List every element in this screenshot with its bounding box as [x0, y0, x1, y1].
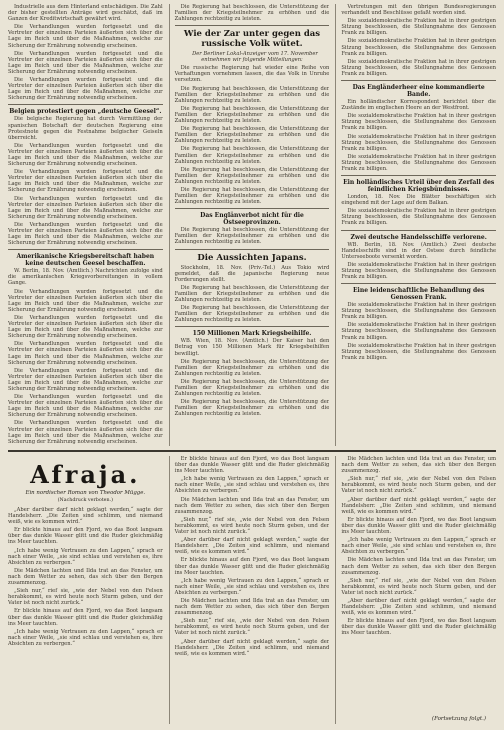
- divider: [341, 283, 496, 284]
- article-text: Die Verhandlungen wurden fortgesetzt und die Vertreter der einzelnen Parteien äußerten sich über die Lage im Reich und über die Maßnahmen, welche zur Sicherung der Ernährung notwendig erscheinen.: [8, 341, 163, 366]
- serial-text: „Ich habe wenig Vertrauen zu den Lappen,“ sprach er nach einer Weile, „sie sind schlau und verstehen es, ihre Absichten zu verbergen.“: [174, 476, 330, 495]
- headline-englaenderheer: Das Engländerheer eine kommandierte Bande.: [352, 84, 485, 99]
- article-text: Die sozialdemokratische Fraktion hat in ihrer gestrigen Sitzung beschlossen, die Stellungnahme des Genossen Frank zu billigen.: [341, 18, 497, 37]
- news-section: [8, 4, 496, 446]
- serial-text: „Sieh nur,“ rief sie, „wie der Nebel von den Felsen herabkommt, es wird heute noch Sturm geben, und der Vater ist noch nicht zurück.“: [341, 577, 497, 596]
- article-text: Die sozialdemokratische Fraktion hat in ihrer gestrigen Sitzung beschlossen, die Stellungnahme des Genossen Frank zu billigen.: [341, 133, 497, 152]
- serial-text: „Sieh nur,“ rief sie, „wie der Nebel von den Felsen herabkommt, es wird heute noch Sturm geben, und der Vater ist noch nicht zurück.“: [341, 476, 497, 495]
- article-text: WB. Wien, 18. Nov. (Amtlich.) Der Kaiser hat den Betrag von 150 Millionen Mark für Kriegsbeihilfen bewilligt.: [174, 338, 330, 357]
- article-text: Die Verhandlungen wurden fortgesetzt und die Vertreter der einzelnen Parteien äußerten sich über die Lage im Reich und über die Maßnahmen, welche zur Sicherung der Ernährung notwendig erscheinen.: [8, 394, 163, 419]
- article-text: Die Regierung hat beschlossen, die Unterstützung der Familien der Kriegsteilnehmer zu erhöhen und die Zahlungen rechtzeitig zu leisten.: [174, 105, 330, 125]
- serial-text: „Aber darüber darf nicht geklagt werden,“ sagte der Handelsherr. „Die Zeiten sind schlimm, und niemand weiß, wie es kommen wird.“: [8, 507, 163, 526]
- article-text: Die sozialdemokratische Fraktion hat in ihrer gestrigen Sitzung beschlossen, die Stellungnahme des Genossen Frank zu billigen.: [341, 302, 497, 321]
- article-text: Die Regierung hat beschlossen, die Unterstützung der Familien der Kriegsteilnehmer zu erhöhen und die Zahlungen rechtzeitig zu leisten.: [174, 399, 330, 418]
- article-text: Die belgische Regierung hat durch Vermittlung der spanischen Botschaft der deutschen Regierung eine Protestnote gegen die Festnahme belgischer Geiseln überreicht.: [8, 116, 163, 141]
- article-text: Die Verhandlungen wurden fortgesetzt und die Vertreter der einzelnen Parteien äußerten sich über die Lage im Reich und über die Maßnahmen, welche zur Sicherung der Ernährung notwendig erscheinen.: [8, 367, 163, 392]
- divider: [8, 104, 163, 105]
- article-text: Die Regierung hat beschlossen, die Unterstützung der Familien der Kriegsteilnehmer zu erhöhen und die Zahlungen rechtzeitig zu leisten.: [174, 284, 330, 303]
- article-text: Die Verhandlungen wurden fortgesetzt und die Vertreter der einzelnen Parteien äußerten sich über die Lage im Reich und über die Maßnahmen, welche zur Sicherung der Ernährung notwendig erscheinen.: [8, 77, 163, 102]
- serial-text: „Aber darüber darf nicht geklagt werden,“ sagte der Handelsherr. „Die Zeiten sind schlimm, und niemand weiß, wie es kommen wird.“: [174, 638, 330, 657]
- serial-title: Afraja.: [30, 460, 141, 489]
- divider: [341, 175, 496, 176]
- article-text: Die sozialdemokratische Fraktion hat in ihrer gestrigen Sitzung beschlossen, die Stellungnahme des Genossen Frank zu billigen.: [341, 58, 497, 77]
- article-text: Die sozialdemokratische Fraktion hat in ihrer gestrigen Sitzung beschlossen, die Stellungnahme des Genossen Frank zu billigen.: [341, 322, 497, 341]
- serial-text: „Aber darüber darf nicht geklagt werden,“ sagte der Handelsherr. „Die Zeiten sind schlimm, und niemand weiß, wie es kommen wird.“: [174, 537, 330, 556]
- article-text: Die Verhandlungen wurden fortgesetzt und die Vertreter der einzelnen Parteien äußerten sich über die Lage im Reich und über die Maßnahmen, welche zur Sicherung der Ernährung notwendig erscheinen.: [8, 169, 163, 194]
- divider: [175, 208, 330, 209]
- serial-text: „Aber darüber darf nicht geklagt werden,“ sagte der Handelsherr. „Die Zeiten sind schlimm, und niemand weiß, wie es kommen wird.“: [341, 597, 497, 617]
- feuilleton-divider: [8, 450, 496, 452]
- article-text: Die sozialdemokratische Fraktion hat in ihrer gestrigen Sitzung beschlossen, die Stellungnahme des Genossen Frank zu billigen.: [341, 342, 497, 361]
- serial-text: Die Mädchen lachten und Ilda trat an das Fenster, um nach dem Wetter zu sehen, das sich über den Bergen zusammenzog.: [174, 597, 330, 617]
- article-text: Die Verhandlungen wurden fortgesetzt und die Vertreter der einzelnen Parteien äußerten sich über die Lage im Reich und über die Maßnahmen, welche zur Sicherung der Ernährung notwendig erscheinen.: [8, 314, 163, 340]
- article-text: Ein holländischer Korrespondent berichtet über die Zustände im englischen Heere an der Westfront.: [341, 99, 497, 112]
- headline-zar: Wie der Zar unter gegen das russische Volk wütet.: [183, 29, 321, 50]
- divider: [175, 326, 330, 327]
- headline-genosse-frank: Eine leidenschaftliche Behandlung des Genossen Frank.: [352, 287, 485, 302]
- article-text: London, 18. Nov. Die Blätter beschäftigen sich eingehend mit der Lage auf dem Balkan.: [341, 194, 497, 207]
- serial-text: „Aber darüber darf nicht geklagt werden,“ sagte der Handelsherr. „Die Zeiten sind schlimm, und niemand weiß, wie es kommen wird.“: [341, 496, 497, 515]
- headline-japan: Die Aussichten Japans.: [197, 252, 307, 263]
- serial-text: Die Mädchen lachten und Ilda trat an das Fenster, um nach dem Wetter zu sehen, das sich über den Bergen zusammenzog.: [341, 557, 497, 576]
- article-subline: Der Berliner Lokal-Anzeiger vom 17. November entnehmen wir folgende Mitteilungen:: [192, 51, 318, 64]
- serial-text: „Ich habe wenig Vertrauen zu den Lappen,“ sprach er nach einer Weile, „sie sind schlau und verstehen es, ihre Absichten zu verbergen.“: [341, 537, 497, 556]
- headline-handelsschiffe: Zwei deutsche Handelsschiffe verlorene.: [350, 233, 487, 241]
- article-text: Die Verhandlungen wurden fortgesetzt und die Vertreter der einzelnen Parteien äußerten sich über die Lage im Reich und über die Maßnahmen, welche zur Sicherung der Ernährung notwendig erscheinen.: [8, 142, 163, 168]
- article-text: Die Verhandlungen wurden fortgesetzt und die Vertreter der einzelnen Parteien äußerten sich über die Lage im Reich und über die Maßnahmen, welche zur Sicherung der Ernährung notwendig erscheinen.: [8, 288, 163, 313]
- article-text: Die Regierung hat beschlossen, die Unterstützung der Familien der Kriegsteilnehmer zu erhöhen und die Zahlungen rechtzeitig zu leisten.: [174, 358, 330, 377]
- serial-text: „Ich habe wenig Vertrauen zu den Lappen,“ sprach er nach einer Weile, „sie sind schlau und verstehen es, ihre Absichten zu verbergen.“: [8, 547, 163, 566]
- serial-text: „Ich habe wenig Vertrauen zu den Lappen,“ sprach er nach einer Weile, „sie sind schlau und verstehen es, ihre Absichten zu verbergen.“: [174, 577, 330, 596]
- serial-text: „Ich habe wenig Vertrauen zu den Lappen,“ sprach er nach einer Weile, „sie sind schlau und verstehen es, ihre Absichten zu verbergen.“: [8, 628, 163, 647]
- article-text: Die Regierung hat beschlossen, die Unterstützung der Familien der Kriegsteilnehmer zu erhöhen und die Zahlungen rechtzeitig zu leisten.: [174, 166, 330, 185]
- serial-text: Die Mädchen lachten und Ilda trat an das Fenster, um nach dem Wetter zu sehen, das sich über den Bergen zusammenzog.: [8, 567, 163, 587]
- article-text: Die Regierung hat beschlossen, die Unterstützung der Familien der Kriegsteilnehmer zu erhöhen und die Zahlungen rechtzeitig zu leisten.: [174, 305, 330, 324]
- divider: [175, 25, 330, 26]
- article-text: WB. Berlin, 18. Nov. (Amtlich.) Zwei deutsche Handelsschiffe sind in der Ostsee durch feindliche Unterseeboote versenkt worden.: [341, 241, 497, 260]
- article-text: Die Regierung hat beschlossen, die Unterstützung der Familien der Kriegsteilnehmer zu erhöhen und die Zahlungen rechtzeitig zu leisten.: [174, 378, 330, 398]
- serial-text: Er blickte hinaus auf den Fjord, wo das Boot langsam über das dunkle Wasser glitt und die Ruder gleichmäßig ins Meer tauchten.: [8, 608, 163, 627]
- article-text: Die sozialdemokratische Fraktion hat in ihrer gestrigen Sitzung beschlossen, die Stellungnahme des Genossen Frank zu billigen.: [341, 208, 497, 227]
- divider: [8, 249, 163, 250]
- serial-text: „Sieh nur,“ rief sie, „wie der Nebel von den Felsen herabkommt, es wird heute noch Sturm geben, und der Vater ist noch nicht zurück.“: [174, 618, 330, 637]
- article-text: Die sozialdemokratische Fraktion hat in ihrer gestrigen Sitzung beschlossen, die Stellungnahme des Genossen Frank zu billigen.: [341, 153, 497, 172]
- serial-subtitle: Ein nordischer Roman von Theodor Mügge.: [25, 490, 146, 496]
- article-text: Die Regierung hat beschlossen, die Unterstützung der Familien der Kriegsteilnehmer zu erhöhen und die Zahlungen rechtzeitig zu leisten.: [174, 4, 330, 23]
- serial-text: Er blickte hinaus auf den Fjord, wo das Boot langsam über das dunkle Wasser glitt und die Ruder gleichmäßig ins Meer tauchten.: [174, 557, 330, 576]
- continuation-note: (Fortsetzung folgt.): [431, 716, 487, 722]
- article-text: Die Regierung hat beschlossen, die Unterstützung der Familien der Kriegsteilnehmer zu erhöhen und die Zahlungen rechtzeitig zu leisten.: [174, 227, 330, 246]
- article-text: W. Berlin, 18. Nov. (Amtlich.) Nachrichten zufolge sind die amerikanischen Kriegsvorbereitungen in vollem Gange.: [8, 268, 163, 287]
- serial-text: Er blickte hinaus auf den Fjord, wo das Boot langsam über das dunkle Wasser glitt und die Ruder gleichmäßig ins Meer tauchten.: [341, 618, 497, 637]
- news-column-2: [169, 4, 330, 446]
- article-text: Die Verhandlungen wurden fortgesetzt und die Vertreter der einzelnen Parteien äußerten sich über die Lage im Reich und über die Maßnahmen, welche zur Sicherung der Ernährung notwendig erscheinen.: [8, 24, 163, 49]
- serial-column-2: [169, 456, 330, 724]
- headline-amerika: Amerikanische Kriegsbereitschaft haben keine deutschen Geesel beschaffen.: [16, 253, 155, 268]
- serial-text: Die Mädchen lachten und Ilda trat an das Fenster, um nach dem Wetter zu sehen, das sich über den Bergen zusammenzog.: [174, 496, 330, 515]
- serial-column-3: [335, 456, 496, 724]
- serial-text: „Sieh nur,“ rief sie, „wie der Nebel von den Felsen herabkommt, es wird heute noch Sturm geben, und der Vater ist noch nicht zurück.“: [174, 516, 330, 536]
- article-text: Die Regierung hat beschlossen, die Unterstützung der Familien der Kriegsteilnehmer zu erhöhen und die Zahlungen rechtzeitig zu leisten.: [174, 186, 330, 206]
- serial-copyright-note: (Nachdruck verboten.): [57, 498, 113, 503]
- article-text: Die russische Regierung hat wieder eine Reihe von Verhaftungen vornehmen lassen, die das Volk in Unruhe versetzen.: [174, 65, 330, 84]
- serial-text: Die Mädchen lachten und Ilda trat an das Fenster, um nach dem Wetter zu sehen, das sich über den Bergen zusammenzog.: [341, 456, 497, 475]
- article-text: Die sozialdemokratische Fraktion hat in ihrer gestrigen Sitzung beschlossen, die Stellungnahme des Genossen Frank zu billigen.: [341, 261, 497, 280]
- article-text: Stockholm, 18. Nov. (Priv.-Tel.) Aus Tokio wird gemeldet, daß die japanische Regierung neue Forderungen stellt.: [174, 264, 330, 283]
- divider: [341, 80, 496, 81]
- article-text: Die Regierung hat beschlossen, die Unterstützung der Familien der Kriegsteilnehmer zu erhöhen und die Zahlungen rechtzeitig zu leisten.: [174, 85, 330, 104]
- divider: [175, 249, 330, 250]
- feuilleton-section: [8, 456, 496, 724]
- headline-hollaendisches-urteil: Ein holländisches Urteil über den Zerfall des feindlichen Kriegsbündnisses.: [343, 179, 495, 194]
- article-text: Industrielle aus dem Hinterland entschädigen. Die Zahl der bisher gestellten Anträge wird geschätzt, daß im Ganzen der Kreditwirtschaft gewährt wird.: [8, 4, 163, 23]
- article-text: Die sozialdemokratische Fraktion hat in ihrer gestrigen Sitzung beschlossen, die Stellungnahme des Genossen Frank zu billigen.: [341, 113, 497, 132]
- article-text: Die Verhandlungen wurden fortgesetzt und die Vertreter der einzelnen Parteien äußerten sich über die Lage im Reich und über die Maßnahmen, welche zur Sicherung der Ernährung notwendig erscheinen.: [8, 50, 163, 75]
- serial-text: Er blickte hinaus auf den Fjord, wo das Boot langsam über das dunkle Wasser glitt und die Ruder gleichmäßig ins Meer tauchten.: [8, 527, 163, 546]
- news-column-1: [8, 4, 163, 446]
- serial-text: Er blickte hinaus auf den Fjord, wo das Boot langsam über das dunkle Wasser glitt und die Ruder gleichmäßig ins Meer tauchten.: [174, 456, 330, 475]
- news-column-3: [335, 4, 496, 446]
- headline-kriegsbeihilfe: 150 Millionen Mark Kriegsbeihilfe.: [192, 330, 312, 338]
- article-text: Vertretungen mit den übrigen Bundesregierungen verhandelt und Beschlüsse gefaßt worden sind.: [341, 4, 497, 17]
- article-text: Die Regierung hat beschlossen, die Unterstützung der Familien der Kriegsteilnehmer zu erhöhen und die Zahlungen rechtzeitig zu leisten.: [174, 146, 330, 165]
- divider: [341, 230, 496, 231]
- article-text: Die Verhandlungen wurden fortgesetzt und die Vertreter der einzelnen Parteien äußerten sich über die Lage im Reich und über die Maßnahmen, welche zur Sicherung der Ernährung notwendig erscheinen.: [8, 221, 163, 247]
- serial-text: „Sieh nur,“ rief sie, „wie der Nebel von den Felsen herabkommt, es wird heute noch Sturm geben, und der Vater ist noch nicht zurück.“: [8, 588, 163, 607]
- serial-column-1: [8, 456, 163, 724]
- article-text: Die Regierung hat beschlossen, die Unterstützung der Familien der Kriegsteilnehmer zu erhöhen und die Zahlungen rechtzeitig zu leisten.: [174, 126, 330, 145]
- headline-ostseeprovinzen: Das Englänverbot nicht für die Ostseeprovinzen.: [200, 212, 304, 227]
- headline-belgien: Belgien protestiert gegen „deutsche Geesel“.: [9, 108, 162, 116]
- serial-text: Er blickte hinaus auf den Fjord, wo das Boot langsam über das dunkle Wasser glitt und die Ruder gleichmäßig ins Meer tauchten.: [341, 516, 497, 536]
- article-text: Die Verhandlungen wurden fortgesetzt und die Vertreter der einzelnen Parteien äußerten sich über die Lage im Reich und über die Maßnahmen, welche zur Sicherung der Ernährung notwendig erscheinen.: [8, 195, 163, 220]
- article-text: Die sozialdemokratische Fraktion hat in ihrer gestrigen Sitzung beschlossen, die Stellungnahme des Genossen Frank zu billigen.: [341, 38, 497, 57]
- article-text: Die Verhandlungen wurden fortgesetzt und die Vertreter der einzelnen Parteien äußerten sich über die Lage im Reich und über die Maßnahmen, welche zur Sicherung der Ernährung notwendig erscheinen.: [8, 420, 163, 445]
